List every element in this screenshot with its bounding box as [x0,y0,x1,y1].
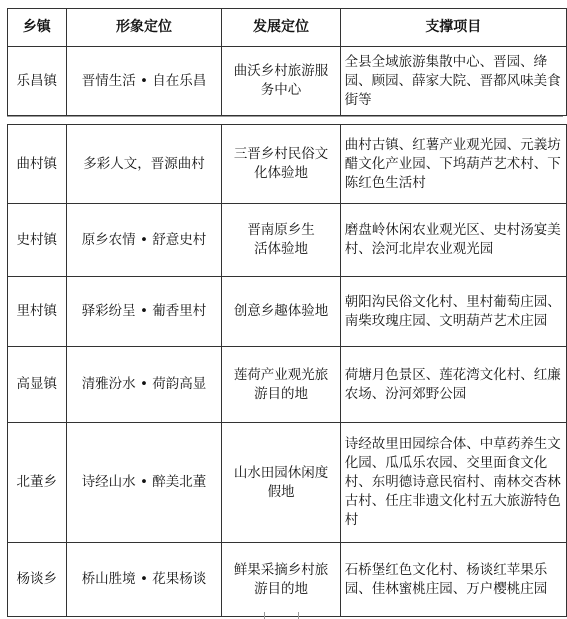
cell-image: 桥山胜境 • 花果杨谈 [66,543,222,617]
cell-town: 曲村镇 [8,125,67,204]
cell-image: 晋情生活 • 自在乐昌 [66,47,222,116]
cell-dev-text: 鲜果采摘乡村旅游目的地 [233,561,329,597]
cell-dev [222,125,340,204]
header-image: 形象定位 [66,9,222,47]
cell-image: 多彩人文，晋源曲村 [66,125,222,204]
cell-dev-text: 三晋乡村民俗文化体验地 [233,146,329,181]
cell-town: 高显镇 [8,347,67,423]
cell-town: 乐昌镇 [8,47,67,116]
header-projects: 支撑项目 [340,9,566,47]
table-row [8,543,567,617]
table-row [8,47,567,116]
cell-dev [222,47,340,116]
table-row [8,347,567,423]
cell-dev [222,543,340,617]
divider-line [7,116,563,117]
table-main [7,124,567,617]
cell-projects: 全县全域旅游集散中心、晋园、绛园、顾园、薛家大院、晋都风味美食街等 [340,47,566,116]
header-dev: 发展定位 [222,9,340,47]
cell-projects: 石桥堡红色文化村、杨谈红苹果乐园、佳林蜜桃庄园、万户樱桃庄园 [340,543,566,617]
cell-dev-text: 曲沃乡村旅游服务中心 [233,63,329,98]
cell-image: 清雅汾水 • 荷韵高显 [66,347,222,423]
edge-mark [264,612,265,619]
cell-projects: 荷塘月色景区、莲花湾文化村、红廉农场、汾河郊野公园 [340,347,566,423]
cell-image: 驿彩纷呈 • 葡香里村 [66,277,222,347]
cell-projects: 朝阳沟民俗文化村、里村葡萄庄园、南柴玫瑰庄园、文明葫芦艺术庄园 [340,277,566,347]
cell-dev [222,204,340,277]
table-row [8,277,567,347]
cell-dev: 创意乡趣体验地 [222,277,340,347]
cell-projects: 诗经故里田园综合体、中草药养生文化园、瓜瓜乐农园、交里面食文化村、东明德诗意民宿村、南林交杏林古村、任庄非遗文化村五大旅游特色村 [340,423,566,543]
cell-image: 诗经山水 • 醉美北董 [66,423,222,543]
cell-town: 里村镇 [8,277,67,347]
cell-dev [222,423,340,543]
table-row [8,125,567,204]
header-row [8,9,567,47]
cell-dev-text: 莲荷产业观光旅游目的地 [233,366,329,402]
cell-town: 北董乡 [8,423,67,543]
cell-dev [222,347,340,423]
edge-mark [298,612,299,619]
header-town: 乡镇 [8,9,67,47]
table-row [8,423,567,543]
table-top [7,8,567,116]
cell-projects: 曲村古镇、红薯产业观光园、元義坊醋文化产业园、下坞葫芦艺术村、下陈红色生活村 [340,125,566,204]
cell-projects: 磨盘岭休闲农业观光区、史村汤宴美村、浍河北岸农业观光园 [340,204,566,277]
cell-dev-text: 晋南原乡生活体验地 [247,222,315,257]
table-row [8,204,567,277]
cell-town: 史村镇 [8,204,67,277]
cell-town: 杨谈乡 [8,543,67,617]
cell-image: 原乡农情 • 舒意史村 [66,204,222,277]
cell-dev-text: 山水田园休闲度假地 [233,464,329,500]
